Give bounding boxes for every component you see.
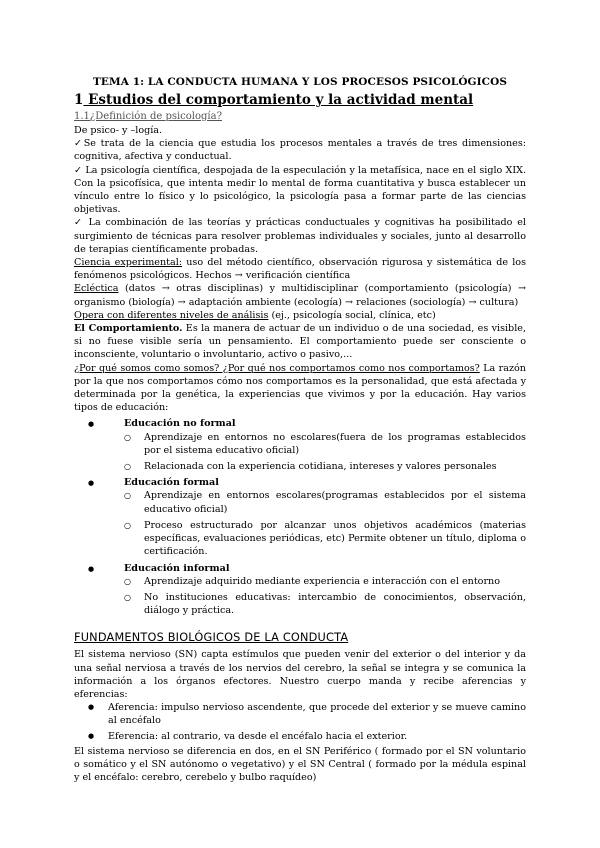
- section-number: 1: [74, 92, 84, 108]
- efference-item: ● Eferencia: al contrario, va desde el encéfalo hacia el exterior.: [74, 730, 526, 743]
- ecletica-paragraph: [74, 282, 526, 308]
- question-label: ¿Por qué somos como somos? ¿Por qué nos comportamos como nos comportamos?: [74, 362, 480, 374]
- opera-label: Opera con diferentes niveles de análisis: [74, 309, 269, 321]
- question-paragraph: [74, 362, 526, 415]
- ciencia-experimental-label: Ciencia experimental:: [74, 257, 183, 269]
- check-paragraph-1: ✓Se trata de la ciencia que estudia los procesos mentales a través de tres dimensiones: cognitiva, afectiva y conductual.: [74, 138, 526, 163]
- comportamiento-label: El Comportamiento.: [74, 323, 183, 335]
- biological-section-heading: FUNDAMENTOS BIOLÓGICOS DE LA CONDUCTA: [74, 631, 349, 645]
- list-item: ○ No instituciones educativas: intercambio de conocimientos, observación, diálogo y práctica.: [74, 591, 526, 617]
- list-item: ○ Aprendizaje en entornos no escolares(fuera de los programas establecidos por el sistema educativo oficial): [74, 431, 526, 457]
- section-heading: [74, 92, 526, 108]
- document-body: [74, 76, 526, 784]
- check-paragraph-2: ✓ La psicología científica, despojada de la especulación y la metafísica, nace en el siglo XIX. Con la psicofísica, que intenta medir lo mental de forma cuantitativa y busca establecer un vínculo entre lo físico y lo psicológico, la psicología pasa a formar parte de las ciencias objetivas.: [74, 164, 526, 216]
- education-list: [74, 417, 526, 617]
- ciencia-experimental-paragraph: [74, 256, 526, 282]
- list-item: ○ Proceso estructurado por alcanzar unos objetivos académicos (materias específicas, evaluaciones periódicas, etc) Permite obtener un título, diploma o certificación.: [74, 519, 526, 559]
- list-item: ○ Relacionada con la experiencia cotidiana, intereses y valores personales: [74, 460, 526, 473]
- ciencia-experimental-text: uso del método científico, observación rigurosa y sistemática de los fenómenos psicológicos. Hechos → verificación científica: [74, 257, 526, 282]
- afference-list: [74, 701, 526, 743]
- opera-paragraph: [74, 309, 526, 322]
- section-heading-text: Estudios del comportamiento y la actividad mental: [83, 92, 474, 108]
- afference-item: ● Aferencia: impulso nervioso ascendente, que procede del exterior y se mueve camino al encéfalo: [74, 701, 526, 727]
- education-type-no-formal: ● Educación no formal: [74, 417, 526, 430]
- comportamiento-paragraph: [74, 322, 526, 362]
- question-text: La razón por la que nos comportamos cómo nos comportamos es la personalidad, que está afectada y determinada por la genética, la experiencias que vivimos y por la educación. Hay varios tipos de educación:: [74, 362, 526, 414]
- etymology-line: De psico- y –logía.: [74, 125, 163, 136]
- check-paragraph-3: ✓ La combinación de las teorías y prácticas conductuales y cognitivas ha posibilitado el surgimiento de técnicas para resolver problemas individuales y sociales, junto al desarrollo de terapias científicamente probadas.: [74, 217, 526, 255]
- ecletica-text: (datos → otras disciplinas) y multidisciplinar (comportamiento (psicología) → organismo (biología) → adaptación ambiente (ecología) → relaciones (sociología) → cultura): [74, 283, 526, 308]
- education-type-informal: ● Educación informal: [74, 562, 526, 575]
- comportamiento-text: Es la manera de actuar de un individuo o de una sociedad, es visible, si no fuese visible sería un pensamiento. El comportamiento puede ser consciente o inconsciente, voluntario o involuntario, activo o pasivo,...: [74, 323, 526, 361]
- ecletica-label: Ecléctica: [74, 283, 119, 295]
- list-item: ○ Aprendizaje en entornos escolares(programas establecidos por el sistema educativo oficial): [74, 489, 526, 515]
- opera-text: (ej., psicología social, clínica, etc): [268, 309, 436, 321]
- list-item: ○ Aprendizaje adquirido mediante experiencia e interacción con el entorno: [74, 575, 526, 588]
- nervous-system-closing: El sistema nervioso se diferencia en dos, en el SN Periférico ( formado por el SN voluntario o somático y el SN autónomo o vegetativo) y el SN Central ( formado por la médula espinal y el encéfalo: cerebro, cerebelo y bulbo raquídeo): [74, 745, 526, 784]
- subsection-heading: 1.1¿Definición de psicología?: [74, 111, 222, 122]
- education-type-formal: ● Educación formal: [74, 476, 526, 489]
- nervous-system-intro: El sistema nervioso (SN) capta estímulos que pueden venir del exterior o del interior y da una señal nerviosa a través de los nervios del cerebro, la señal se integra y se comunica la información a los órganos efectores. Nuestro cuerpo manda y recibe aferencias y eferencias:: [74, 649, 526, 700]
- page-title: TEMA 1: LA CONDUCTA HUMANA Y LOS PROCESOS PSICOLÓGICOS: [92, 76, 508, 88]
